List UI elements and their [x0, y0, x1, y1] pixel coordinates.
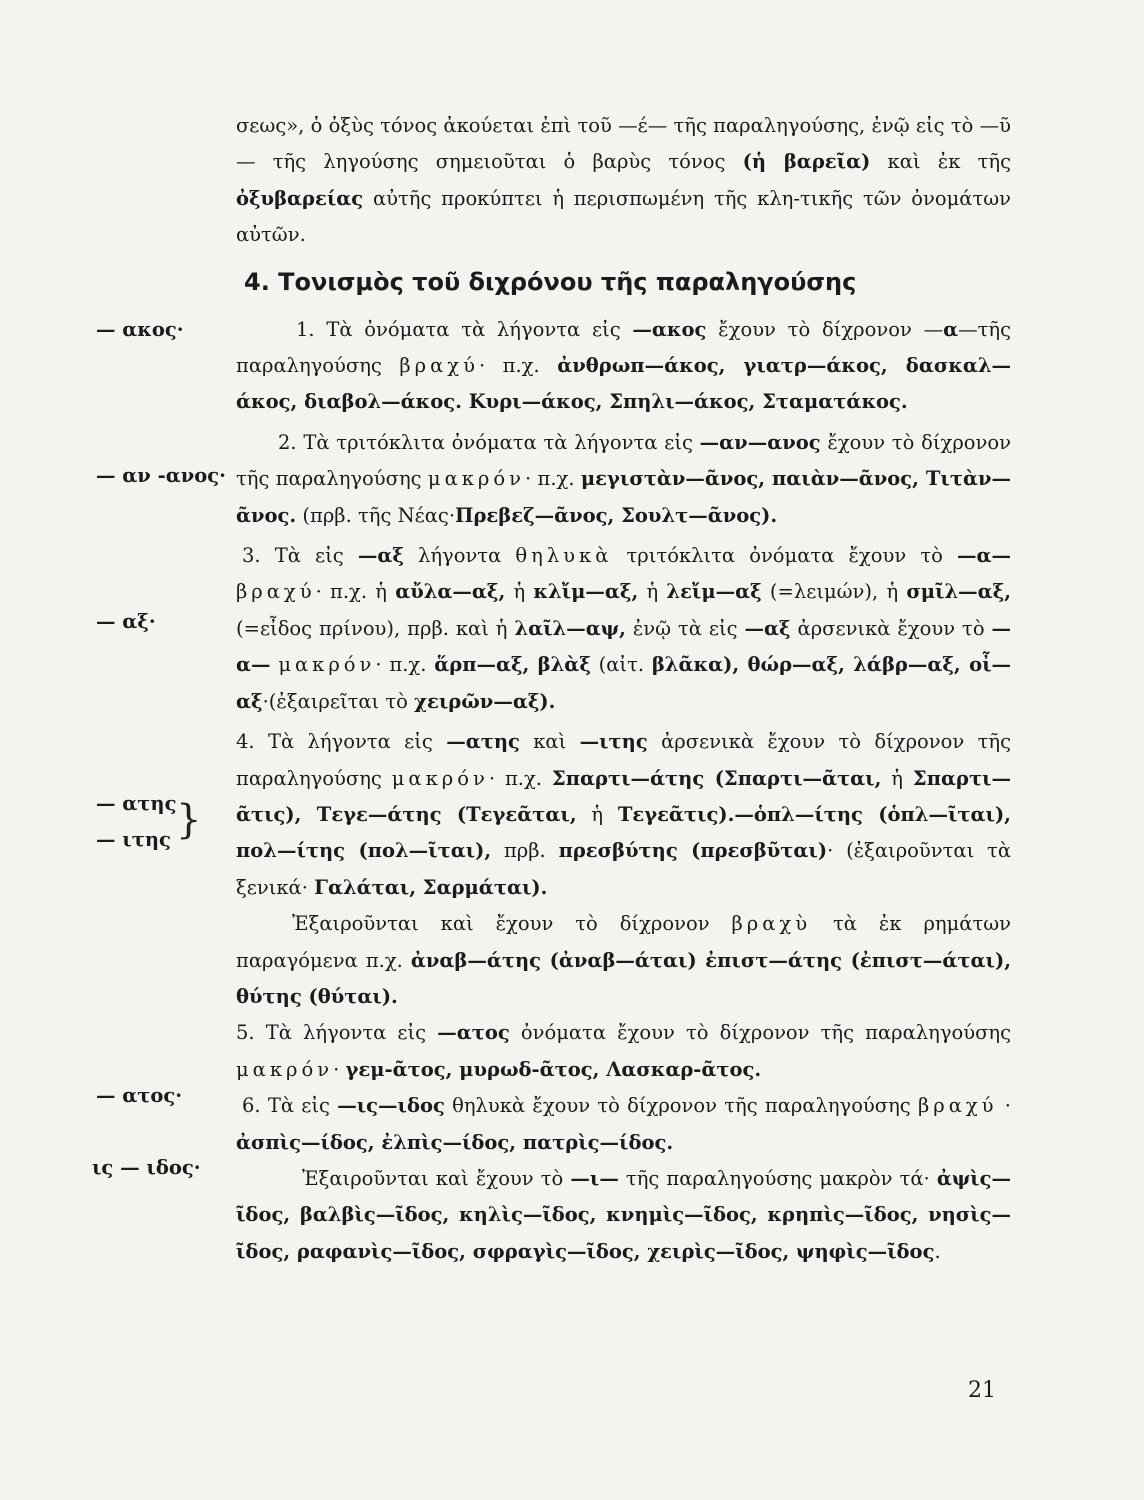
r3-t13: ἡ — [638, 580, 667, 604]
margin-label-an-anos: — αν -ανος· — [96, 464, 226, 487]
r6b-t2: —ι— — [570, 1166, 619, 1190]
r5-t1: 5. Τὰ λήγοντα εἰς — [236, 1021, 438, 1045]
r4-t16: Γαλάται, Σαρμάται). — [314, 875, 548, 899]
r4-t8: Σπαρτι—άτης (Σπαρτι—ᾶται, — [551, 766, 882, 790]
r3-t5: τριτόκλιτα ὀνόματα ἔχουν τὸ — [612, 544, 957, 568]
rule-6 — [236, 1088, 1011, 1161]
r3-t12: κλἴμ—αξ, — [533, 580, 639, 604]
intro-line-1: σεως», ὁ ὀξὺς τόνος ἀκούεται ἐπὶ τοῦ —έ— τῆς παραληγούσης, — [236, 114, 866, 137]
r6-t2: —ις—ιδος — [337, 1094, 445, 1118]
r4-t15: · (ἐξαιροῦνται τὰ ξενικά· — [236, 839, 1011, 899]
r4-t1: 4. Τὰ λήγοντα εἰς — [236, 730, 447, 754]
r4-t11: ἡ — [576, 802, 618, 826]
r6-t5: · — [997, 1094, 1011, 1118]
r3-t3: λήγοντα — [403, 544, 516, 568]
r3-t8: βραχύ — [236, 580, 316, 604]
r6b-t1: Ἐξαιροῦνται καὶ ἔχουν τὸ — [302, 1166, 571, 1190]
rule-4 — [236, 724, 1011, 906]
r4-t4: —ιτης — [579, 730, 648, 754]
margin-label-aks: — αξ· — [96, 610, 156, 633]
r3-t28: βλᾶκα), θώρ—αξ, λάβρ—αξ, οἶ—αξ — [236, 653, 1012, 713]
r4b-t3: τὰ ἐκ ρημάτων παραγόμενα π.χ. — [236, 912, 1011, 972]
r3-t2: —αξ — [357, 544, 404, 568]
r4-t9: ἡ — [881, 766, 913, 790]
r2-text: 2. Τὰ τριτόκλιτα ὀνόματα τὰ λήγοντα εἰς — [278, 430, 700, 454]
margin-label-is-idos: ις — ιδος· — [92, 1156, 201, 1179]
r4b-t4: ἀναβ—άτης (ἀναβ—άται) ἐπιστ—άτης (ἐπιστ—άται), θύτης (θύται). — [236, 948, 1012, 1008]
r3-t16: σμῖλ—αξ, — [906, 580, 1011, 604]
rule-3 — [236, 538, 1011, 720]
rule-2 — [236, 425, 1011, 534]
rule-5 — [236, 1015, 1011, 1088]
r2-spaced: μακρόν — [427, 467, 525, 491]
r4-t7: · π.χ. — [488, 766, 552, 790]
r1-text-3: —τῆς παραληγούσης — [236, 317, 1012, 378]
r1-spaced: βραχύ — [399, 354, 479, 378]
r2-examples-2: Πρεβεζ—ᾶνος, Σουλτ—ᾶνος). — [455, 503, 778, 527]
r1-examples: ἀνθρωπ—άκος, γιατρ—άκος, δασκαλ—άκος, διαβολ—άκος. Κυρι—άκος, Σπηλι—άκος, Σταματάκος. — [236, 354, 1011, 414]
r3-t25: · π.χ. — [375, 653, 435, 677]
r4-t6: μακρόν — [391, 766, 489, 790]
r4-t12: Τεγεᾶτις).—ὁπλ—ίτης (ὁπλ—ῖται), πολ—ίτης (πολ—ῖται), — [236, 802, 1011, 863]
r2-text-3: · π.χ. — [525, 467, 581, 491]
r1-letter: α — [943, 317, 959, 341]
r4-t3: καὶ — [519, 730, 580, 754]
page-number: 21 — [968, 1378, 996, 1403]
r3-t6: —α— — [956, 544, 1011, 568]
r6b-t4: ἀψὶς—ῖδος, βαλβὶς—ῖδος, κηλὶς—ῖδος, κνημὶς—ῖδος, κρηπὶς—ῖδος, νησὶς—ῖδος, ραφανὶς—ῖδος, σφραγὶς—ῖδος, χειρὶς—ῖδος, ψηφὶς—ῖδος — [236, 1166, 1011, 1263]
r5-t4: μακρόν — [236, 1057, 334, 1081]
r3-t30: χειρῶν—αξ). — [414, 689, 556, 713]
intro-line-2: ἐνῷ εἰς τὸ —ῦ— τῆς ληγούσης σημειοῦται ὁ βαρὺς τόνος — [236, 114, 1011, 174]
r5-t3: ὀνόματα ἔχουν τὸ δίχρονον τῆς παραληγούσης — [509, 1021, 1011, 1045]
r3-t19: ἐνῷ τὰ εἰς — [625, 616, 745, 640]
margin-label-itis: — ιτης — [96, 828, 171, 851]
page-text — [236, 108, 1011, 1270]
intro-paragraph — [236, 108, 1011, 254]
intro-line-4: τικῆς τῶν ὀνομάτων αὐτῶν. — [236, 186, 1011, 247]
r1-text: 1. Τὰ ὀνόματα τὰ λήγοντα εἰς — [296, 317, 633, 341]
margin-label-atis: — ατης — [96, 792, 177, 815]
r5-t2: —ατος — [437, 1021, 510, 1045]
r4-t13: πρβ. — [491, 839, 559, 863]
r6-t1: 6. Τὰ εἰς — [242, 1094, 338, 1118]
r4b-t1: Ἐξαιροῦνται καὶ ἔχουν τὸ δίχρονον — [292, 912, 732, 936]
r6-t3: θηλυκὰ ἔχουν τὸ δίχρονον τῆς παραληγούσης — [444, 1094, 918, 1118]
r3-t15: (=λειμών), ἡ — [761, 580, 907, 604]
r2-ending: —αν—ανος — [699, 430, 821, 454]
r5-t6: γεμ-ᾶτος, μυρωδ-ᾶτος, Λασκαρ-ᾶτος. — [345, 1057, 762, 1081]
r1-text-2: ἔχουν τὸ δίχρονον — — [706, 317, 944, 341]
intro-bold-oxybareia: ὀξυβαρείας — [236, 186, 364, 210]
r3-t1: 3. Τὰ εἰς — [242, 544, 358, 568]
r2-text-4: (πρβ. τῆς Νέας· — [296, 503, 456, 527]
r3-t26: ἅρπ—αξ, βλὰξ — [434, 653, 591, 677]
r3-t9: · π.χ. ἡ — [315, 580, 396, 604]
r3-t22: —α— — [236, 616, 1012, 677]
r4-t2: —ατης — [446, 730, 520, 754]
r6-t4: βραχύ — [917, 1094, 998, 1118]
r6b-t5: . — [934, 1239, 941, 1263]
brace-icon: } — [176, 797, 202, 843]
r3-t29: ·(ἐξαιρεῖται τὸ — [262, 689, 415, 713]
intro-line-3: καὶ ἐκ τῆς — [887, 150, 1011, 174]
margin-label-akos: — ακος· — [96, 318, 184, 341]
r3-t24: μακρόν — [278, 653, 376, 677]
r3-t11: ἡ — [505, 580, 534, 604]
rule-4-exception — [236, 906, 1011, 1015]
r3-t14: λεἴμ—αξ — [666, 580, 762, 604]
margin-label-atos: — ατος· — [96, 1084, 183, 1107]
r4-t14: πρεσβύτης (πρεσβῦται) — [558, 839, 828, 863]
r1-ending: —ακος — [632, 317, 707, 341]
intro-line-3-end: αὐτῆς προκύπτει ἡ περισπωμένη τῆς κλη- — [363, 186, 800, 210]
rule-1 — [236, 312, 1011, 421]
intro-bold-bareia: (ἡ βαρεῖα) — [742, 150, 871, 174]
section-title: 4. Τονισμὸς τοῦ διχρόνου τῆς παραληγούσης — [244, 267, 857, 296]
r3-t18: λαῖλ—αψ, — [514, 616, 626, 640]
r3-t4: θηλυκὰ — [515, 544, 613, 568]
r3-t20: —αξ — [744, 616, 791, 640]
r4-t5: ἀρσενικὰ ἔχουν τὸ δίχρονον τῆς παραληγούσης — [236, 730, 1011, 790]
r3-t17: (=εἶδος πρίνου), πρβ. καὶ ἡ — [236, 616, 515, 640]
r5-t5: · — [333, 1057, 346, 1081]
r4-t10: Σπαρτι—ᾶτις), Τεγε—άτης (Τεγεᾶται, — [236, 766, 1011, 826]
r1-text-4: · π.χ. — [478, 354, 558, 378]
r3-t21: ἀρσενικὰ ἔχουν τὸ — [790, 616, 992, 640]
r2-examples: μεγιστὰν—ᾶνος, παιὰν—ᾶνος, Τιτὰν—ᾶνος. — [236, 467, 1011, 527]
r6b-t3: τῆς παραληγούσης μακρὸν τά· — [618, 1166, 937, 1190]
r2-text-2: ἔχουν τὸ δίχρονον τῆς παραληγούσης — [236, 430, 1011, 491]
rule-6-exception — [236, 1161, 1011, 1270]
r6-t6: ἀσπὶς—ίδος, ἐλπὶς—ίδος, πατρὶς—ίδος. — [236, 1130, 674, 1154]
r4b-t2: βραχὺ — [731, 912, 812, 936]
r3-t27: (αἰτ. — [590, 653, 652, 677]
r3-t10: αὔλα—αξ, — [395, 580, 506, 604]
